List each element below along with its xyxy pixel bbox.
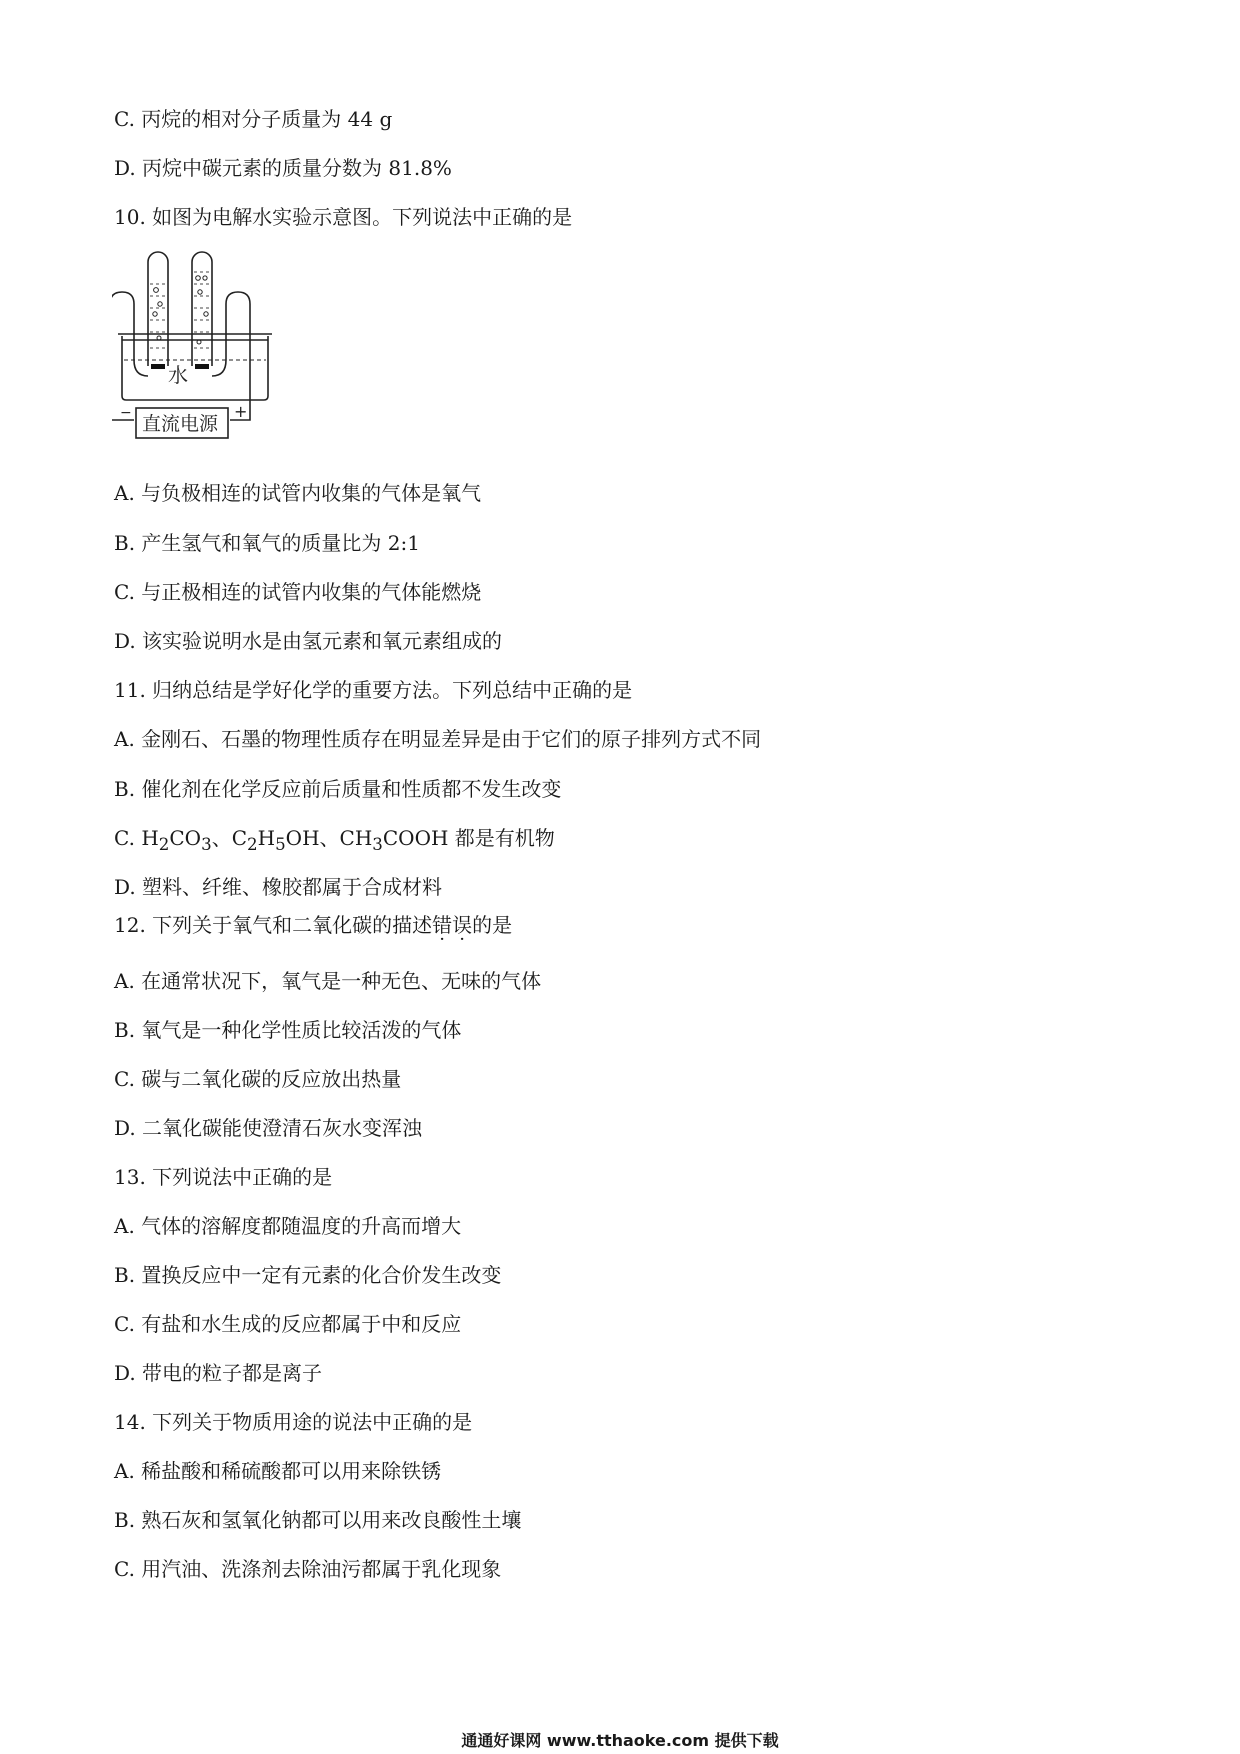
option-9d: D. 丙烷中碳元素的质量分数为 81.8%: [114, 156, 452, 180]
option-10d: D. 该实验说明水是由氢元素和氧元素组成的: [114, 629, 503, 653]
option-11b: B. 催化剂在化学反应前后质量和性质都不发生改变: [114, 777, 562, 801]
option-11d: D. 塑料、纤维、橡胶都属于合成材料: [114, 875, 443, 899]
minus-terminal: −: [120, 405, 132, 421]
option-10b: B. 产生氢气和氧气的质量比为 2:1: [114, 531, 420, 555]
electrode-positive: [195, 364, 209, 369]
option-13d: D. 带电的粒子都是离子: [114, 1361, 323, 1385]
option-14c: C. 用汽油、洗涤剂去除油污都属于乳化现象: [114, 1557, 502, 1581]
question-10: 10. 如图为电解水实验示意图。下列说法中正确的是: [114, 205, 573, 229]
option-14b: B. 熟石灰和氢氧化钠都可以用来改良酸性土壤: [114, 1508, 522, 1532]
electrode-negative: [151, 364, 165, 369]
emphasis-char: 错: [432, 913, 453, 937]
option-12d: D. 二氧化碳能使澄清石灰水变浑浊: [114, 1116, 423, 1140]
option-11a: A. 金刚石、石墨的物理性质存在明显差异是由于它们的原子排列方式不同: [114, 727, 762, 751]
test-tube-left: [148, 252, 168, 366]
option-14a: A. 稀盐酸和稀硫酸都可以用来除铁锈: [114, 1459, 442, 1483]
option-10a: A. 与负极相连的试管内收集的气体是氧气: [114, 481, 482, 505]
option-13c: C. 有盐和水生成的反应都属于中和反应: [114, 1312, 462, 1336]
emphasis-char: 误: [452, 913, 473, 937]
option-12a: A. 在通常状况下，氧气是一种无色、无味的气体: [114, 969, 542, 993]
test-tube-right: [192, 252, 212, 366]
question-11: 11. 归纳总结是学好化学的重要方法。下列总结中正确的是: [114, 678, 633, 702]
option-13b: B. 置换反应中一定有元素的化合价发生改变: [114, 1263, 502, 1287]
option-10c: C. 与正极相连的试管内收集的气体能燃烧: [114, 580, 482, 604]
plus-terminal: +: [234, 402, 248, 421]
water-label: 水: [168, 363, 188, 387]
option-12b: B. 氧气是一种化学性质比较活泼的气体: [114, 1018, 462, 1042]
option-13a: A. 气体的溶解度都随温度的升高而增大: [114, 1214, 462, 1238]
page-footer: 通通好课网 www.tthaoke.com 提供下载: [461, 1731, 779, 1750]
electrolysis-diagram: [112, 248, 292, 458]
question-14: 14. 下列关于物质用途的说法中正确的是: [114, 1410, 473, 1434]
option-9c: C. 丙烷的相对分子质量为 44 g: [114, 107, 393, 131]
option-11c: C. $H_2CO_3$、$C_2H_5OH$、$CH_3COOH$ 都是有机物: [114, 826, 555, 854]
option-12c: C. 碳与二氧化碳的反应放出热量: [114, 1067, 402, 1091]
power-supply-label: 直流电源: [142, 413, 219, 435]
question-13: 13. 下列说法中正确的是: [114, 1165, 333, 1189]
question-12: 12. 下列关于氧气和二氧化碳的描述错误的是: [114, 913, 513, 937]
